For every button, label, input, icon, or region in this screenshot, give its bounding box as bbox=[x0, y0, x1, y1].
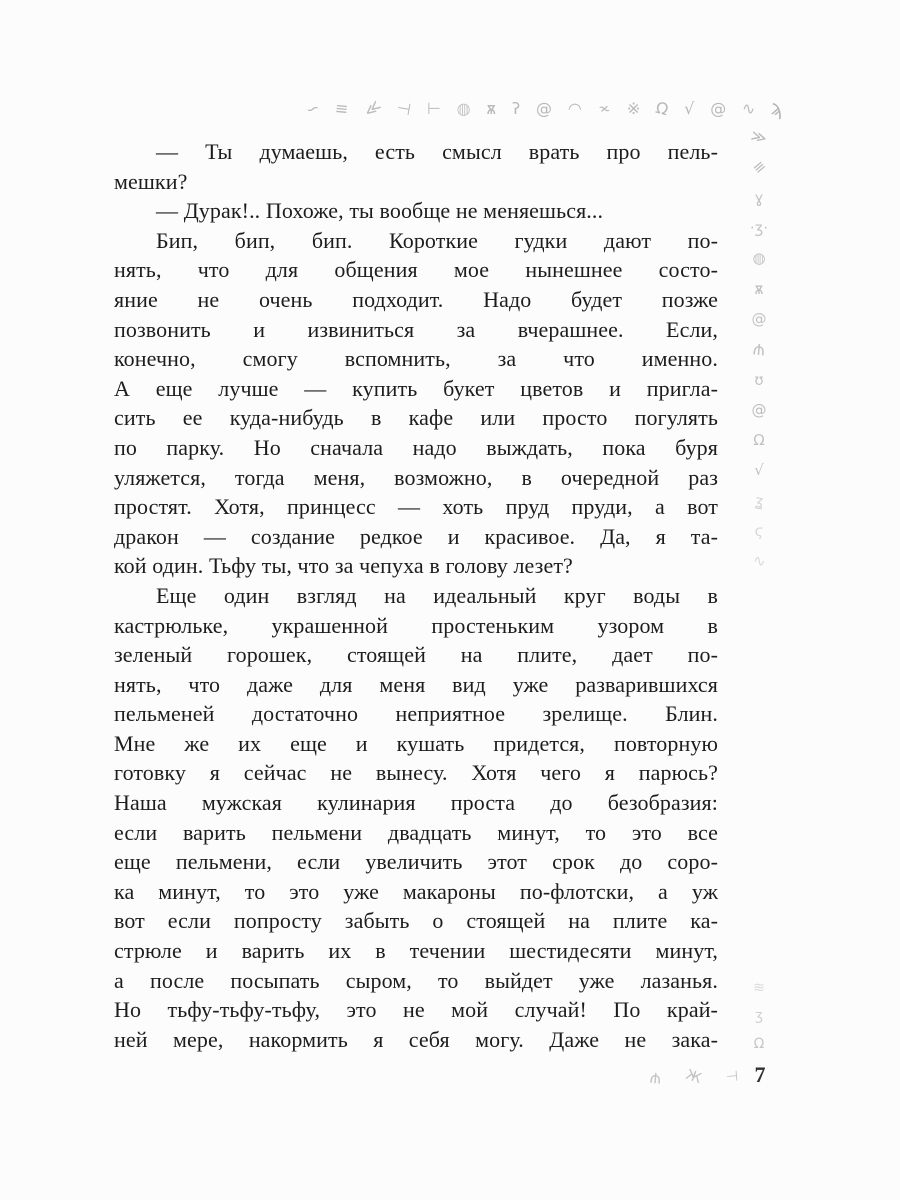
text-line: зеленый горошек, стоящей на плите, дает по- bbox=[114, 642, 718, 668]
rune-glyph-icon: ≪ bbox=[360, 95, 386, 121]
rune-glyph-icon: Ψ bbox=[649, 1068, 662, 1086]
rune-glyph-icon: ⊣ bbox=[395, 97, 413, 119]
text-line: мешки? bbox=[114, 168, 188, 194]
rune-glyph-icon: ʒ bbox=[754, 1008, 764, 1024]
text-line: кой один. Тьфу ты, что за чепуха в голову лезет? bbox=[114, 553, 573, 579]
text-line: конечно, смогу вспомнить, за что именно. bbox=[114, 346, 718, 372]
text-line: уляжется, тогда меня, возможно, в очередной раз bbox=[114, 464, 718, 490]
text-line: Мне же их еще и кушать придется, повторную bbox=[114, 730, 718, 756]
text-line: ка минут, то это уже макароны по-флотски, а уж bbox=[114, 878, 718, 904]
rune-glyph-icon: ≡ bbox=[748, 156, 770, 179]
page-text bbox=[114, 137, 718, 1054]
text-line: А еще лучше — купить букет цветов и пригла- bbox=[114, 375, 718, 401]
text-line: сить ее куда-нибудь в кафе или просто погулять bbox=[114, 405, 718, 431]
text-line: Но тьфу-тьфу-тьфу, это не мой случай! По край- bbox=[114, 997, 718, 1023]
text-line: вот если попросту забыть о стоящей на плите ка- bbox=[114, 908, 718, 934]
rune-glyph-icon: @ bbox=[751, 400, 767, 419]
text-line: Бип, бип, бип. Короткие гудки дают по- bbox=[156, 227, 718, 253]
text-line: нять, что для общения мое нынешнее состо- bbox=[114, 257, 718, 283]
rune-glyph-icon: ϡ bbox=[769, 95, 786, 121]
text-line: если варить пельмени двадцать минут, то это все bbox=[114, 819, 718, 845]
rune-glyph-icon: ∿ bbox=[741, 97, 757, 119]
text-line: дракон — создание редкое и красивое. Да, я та- bbox=[114, 523, 718, 549]
rune-glyph-icon: ※ bbox=[626, 98, 641, 118]
rune-glyph-icon: ɣ bbox=[754, 188, 764, 207]
text-line: а после посыпать сыром, то выйдет уже лазанья. bbox=[114, 967, 718, 993]
rune-glyph-icon: ѫ bbox=[754, 279, 764, 298]
rune-glyph-icon: √ bbox=[754, 461, 764, 480]
rune-glyph-icon: ʊ bbox=[754, 370, 764, 389]
rune-glyph-icon: ⊢ bbox=[426, 98, 441, 118]
rune-glyph-icon: Ψ bbox=[752, 339, 766, 359]
rune-glyph-icon: Ω bbox=[753, 431, 765, 450]
text-line: простят. Хотя, принцесс — хоть пруд пруди, а вот bbox=[114, 494, 718, 520]
rune-glyph-icon: ʓ bbox=[753, 491, 765, 511]
rune-glyph-icon: ⊣ bbox=[725, 1068, 739, 1086]
text-line: по парку. Но сначала надо выждать, пока буря bbox=[114, 434, 718, 460]
rune-glyph-icon: ◠ bbox=[567, 98, 582, 118]
text-line: — Дурак!.. Похоже, ты вообще не меняешься... bbox=[156, 198, 604, 224]
rune-glyph-icon: √ bbox=[684, 98, 695, 118]
rune-glyph-icon: Ω bbox=[653, 97, 671, 119]
page-number: 7 bbox=[754, 1062, 766, 1087]
rune-glyph-icon: Ж bbox=[683, 1066, 704, 1088]
text-line: кастрюльке, украшенной простеньким узором в bbox=[114, 612, 718, 638]
rune-glyph-icon: ϛ bbox=[754, 522, 764, 540]
rune-glyph-icon: ≋ bbox=[753, 980, 765, 996]
rune-glyph-icon: @ bbox=[536, 98, 552, 118]
rune-glyph-icon: @ bbox=[751, 309, 767, 328]
rune-glyph-icon: ≫ bbox=[749, 126, 769, 148]
ornament-row-footer bbox=[650, 1064, 738, 1090]
rune-glyph-icon: ◍ bbox=[456, 98, 471, 118]
rune-glyph-icon: ≁ bbox=[594, 96, 615, 120]
text-line: пельменей достаточно неприятное зрелище. Блин. bbox=[114, 701, 718, 727]
rune-glyph-icon: Ω bbox=[753, 1036, 765, 1052]
text-line: позвонить и извиниться за вчерашнее. Если, bbox=[114, 316, 718, 342]
rune-glyph-icon: @ bbox=[710, 98, 727, 118]
rune-glyph-icon: ∿ bbox=[751, 551, 767, 571]
text-line: яние не очень подходит. Надо будет позже bbox=[114, 286, 718, 312]
ornament-column-right bbox=[742, 122, 776, 576]
rune-glyph-icon: ∽ bbox=[303, 96, 323, 120]
text-line: нять, что даже для меня вид уже разварившихся bbox=[114, 671, 718, 697]
rune-glyph-icon: ≡ bbox=[334, 97, 350, 119]
text-line: стрюле и варить их в течении шестидесяти минут, bbox=[114, 938, 718, 964]
text-line: — Ты думаешь, есть смысл врать про пель- bbox=[156, 139, 718, 164]
rune-glyph-icon: ◍ bbox=[752, 249, 766, 268]
rune-glyph-icon: ·ʒ· bbox=[749, 219, 769, 238]
text-line: Еще один взгляд на идеальный круг воды в bbox=[156, 582, 718, 608]
rune-glyph-icon: ѫ bbox=[486, 98, 497, 118]
rune-glyph-icon: ʔ bbox=[512, 98, 521, 118]
text-line: ней мере, накормить я себя могу. Даже не зака- bbox=[114, 1026, 718, 1052]
ornament-row-top bbox=[303, 92, 786, 124]
text-line: готовку я сейчас не вынесу. Хотя чего я парюсь? bbox=[114, 760, 718, 786]
text-line: еще пельмени, если увеличить этот срок до соро- bbox=[114, 849, 718, 875]
text-line: Наша мужская кулинария проста до безобразия: bbox=[114, 790, 718, 816]
ornament-column-right-bottom bbox=[745, 974, 773, 1058]
